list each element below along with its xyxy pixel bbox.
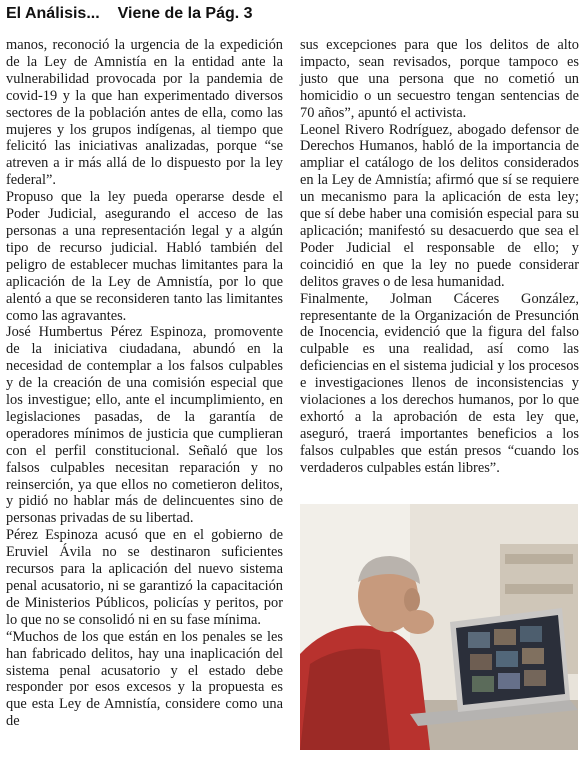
photo-man-at-laptop-icon <box>300 504 578 750</box>
page-header <box>6 5 253 23</box>
paragraph: Pérez Espinoza acusó que en el gobierno de Eruviel Ávila no se destinaron suficientes recursos para la aplicación del nuevo sistema penal acusatorio, ni se garantizó la capacitación de Ministerios Públicos, policías y peritos, por lo que no se consolidó ni en su fase mínima. <box>6 527 283 628</box>
article-column-right <box>300 37 579 477</box>
article-photo <box>300 504 578 750</box>
paragraph: José Humbertus Pérez Espinoza, promovente de la iniciativa ciudadana, abundó en la necesidad de contemplar a los falsos culpables y de la creación de una comisión especial que los investigue; ello, ante el incumplimiento, en legislaciones pasadas, de la garantía de operadores mínimos de justicia que cumplieran con el perfil constitucional. Señaló que los falsos culpables necesitan reparación y no reinserción, ya que ellos no cometieron delitos, y pidió no hablar más de delincuentes sino de personas privadas de su libertad. <box>6 324 283 527</box>
paragraph: Propuso que la ley pueda operarse desde el Poder Judicial, asegurando el acceso de las personas a una representación legal y a algún tipo de recurso judicial. Habló también del peligro de establecer muchas limitantes para la aplicación de la Ley de Amnistía, por lo que alentó a que se reconsideren tanto las limitantes como las agravantes. <box>6 189 283 324</box>
paragraph: sus excepciones para que los delitos de alto impacto, sean revisados, porque tampoco es justo que una persona que no cometió un homicidio o un secuestro tengan sentencias de 70 años”, apuntó el activista. <box>300 37 579 121</box>
article-column-left <box>6 37 283 730</box>
paragraph: manos, reconoció la urgencia de la expedición de la Ley de Amnistía en la entidad ante la vulnerabilidad provocada por la pandemia de covid-19 y la que han experimentado diversos sectores de la población antes de ella, como las mujeres y los grupos indígenas, al tiempo que felicitó las iniciativas analizadas, porque “se atreven a ir más allá de lo dispuesto por la ley federal”. <box>6 37 283 189</box>
continued-from: Viene de la Pág. 3 <box>117 5 253 22</box>
paragraph: “Muchos de los que están en los penales se les han fabricado delitos, hay una inaplicación del sistema penal acusatorio y el estado debe responder por esos excesos y la propuesta es que esta Ley de Amnistía, considere como una de <box>6 628 283 730</box>
paragraph: Finalmente, Jolman Cáceres González, representante de la Organización de Presunción de Inocencia, evidenció que la figura del falso culpable es una realidad, así como las deficiencias en el sistema judicial y los procesos e investigaciones llenos de inconsistencias y violaciones a los derechos humanos, por lo que exhortó a la aprobación de esta ley que, aseguró, traerá importantes beneficios a los falsos culpables que están presos “cuando los verdaderos culpables están libres”. <box>300 290 579 476</box>
paragraph: Leonel Rivero Rodríguez, abogado defensor de Derechos Humanos, habló de la importancia de ampliar el catálogo de los delitos considerados en la Ley de Amnistía; afirmó que sí se requiere un mecanismo para la aplicación de esta ley; que sí debe haber una comisión especial para su aplicación; manifestó su desacuerdo que sea el Poder Judicial el responsable de ello; y coincidió en que la ley no puede considerar delitos graves o de lesa humanidad. <box>300 121 579 290</box>
section-title: El Análisis... <box>6 5 100 22</box>
